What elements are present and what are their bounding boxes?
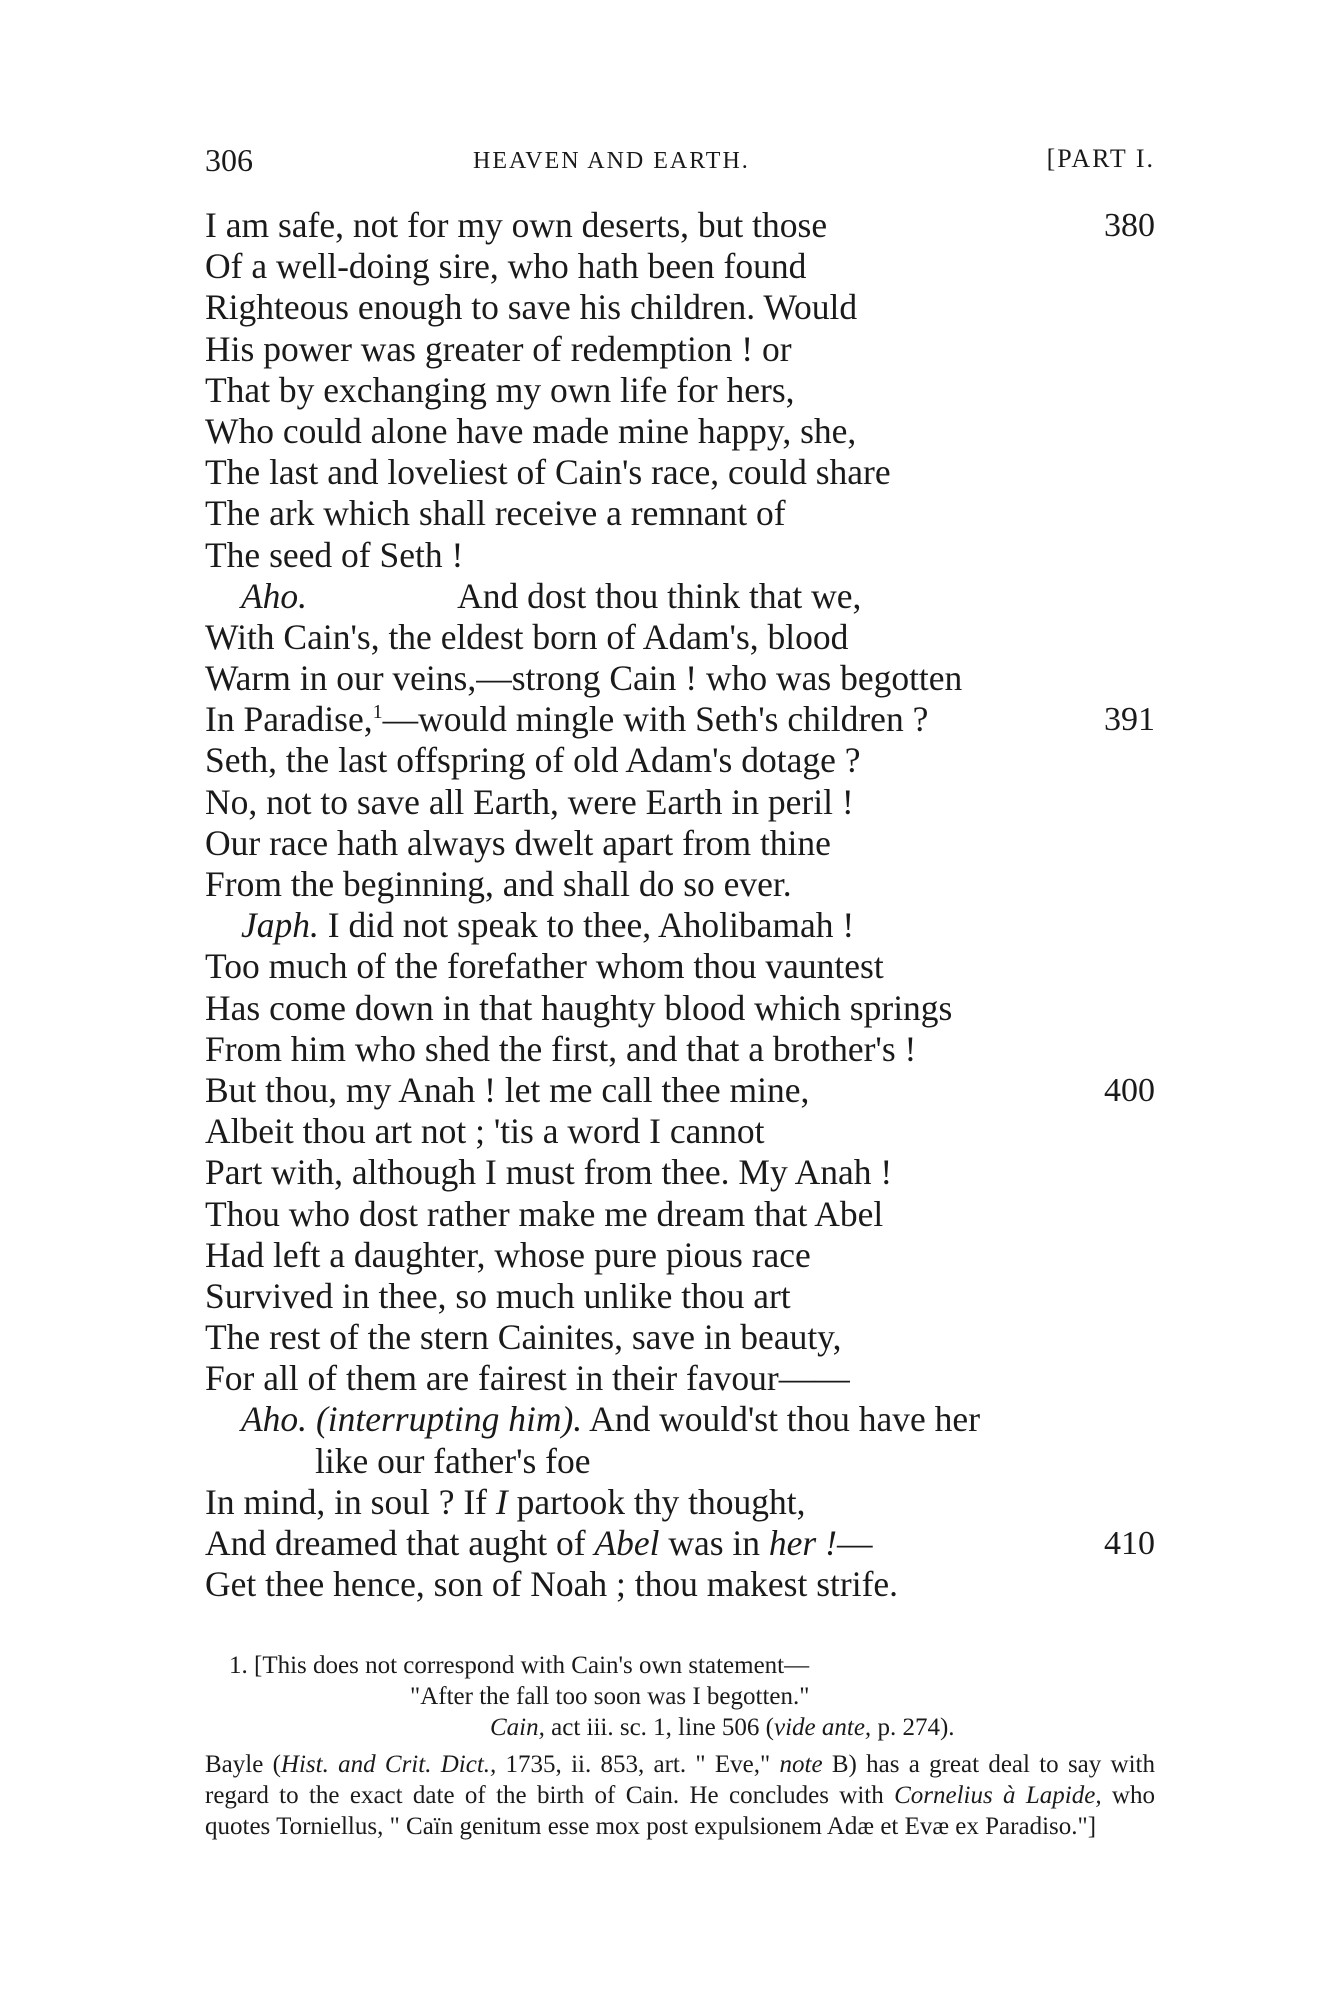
citation-page: p. 274). <box>871 1714 955 1741</box>
line-text: Warm in our veins,—strong Cain ! who was begotten <box>205 658 963 699</box>
footnote <box>205 1650 1155 1842</box>
line-text: The seed of Seth ! <box>205 534 464 575</box>
line-text: The ark which shall receive a remnant of <box>205 493 786 534</box>
verse-line <box>205 617 1155 658</box>
verse-line <box>205 1482 1155 1523</box>
verse-line <box>205 864 1155 905</box>
emphasis: I <box>495 1481 508 1522</box>
line-text: In Paradise, <box>205 699 373 740</box>
footnote-number: 1. <box>229 1652 248 1679</box>
reference-note: note <box>779 1751 823 1778</box>
line-text: Seth, the last offspring of old Adam's dotage ? <box>205 740 861 781</box>
footnote-text: Bayle ( <box>205 1751 281 1778</box>
verse-line <box>205 1111 1155 1152</box>
footnote-text: 1735, ii. 853, art. " Eve," <box>496 1751 780 1778</box>
line-text: Had left a daughter, whose pure pious race <box>205 1234 811 1275</box>
page-number: 306 <box>205 142 253 178</box>
line-number: 400 <box>1104 1071 1155 1109</box>
line-text: Albeit thou art not ; 'tis a word I cannot <box>205 1111 765 1152</box>
line-text: Who could alone have made mine happy, she, <box>205 410 857 451</box>
speaker-name: Aho. <box>241 575 308 616</box>
line-text: From the beginning, and shall do so ever. <box>205 864 792 904</box>
verse-line <box>205 988 1155 1029</box>
part-label: [PART I. <box>1046 144 1155 173</box>
footnote-marker: 1 <box>372 701 383 724</box>
line-text: But thou, my Anah ! let me call thee mine, <box>205 1069 810 1110</box>
line-text: partook thy thought, <box>507 1481 806 1522</box>
line-text: I am safe, not for my own deserts, but those <box>205 205 828 245</box>
verse-line <box>205 1276 1155 1317</box>
verse-line <box>205 246 1155 287</box>
line-text: For all of them are fairest in their favour—— <box>205 1358 850 1399</box>
line-text: Survived in thee, so much unlike thou art <box>205 1275 791 1316</box>
line-number: 391 <box>1104 701 1155 739</box>
verse-line <box>205 493 1155 534</box>
line-text: —would mingle with Seth's children ? <box>382 699 929 740</box>
verse-line <box>205 535 1155 576</box>
verse-block <box>205 205 1155 1605</box>
line-text: From him who shed the first, and that a brother's ! <box>205 1028 917 1069</box>
footnote-text: who quotes Torniellus, " Caïn genitum esse mox post expulsionem Adæ et Evæ ex Paradiso."] <box>205 1782 1155 1840</box>
line-text: And dost thou think that we, <box>457 575 862 616</box>
stage-direction: (interrupting him). <box>315 1399 583 1440</box>
verse-line <box>205 946 1155 987</box>
line-text: was in <box>659 1523 769 1563</box>
verse-line <box>205 1317 1155 1358</box>
footnote-quote: "After the fall too soon was I begotten." <box>410 1683 810 1710</box>
citation-text: act iii. sc. 1, line 506 ( <box>544 1714 774 1741</box>
emphasis: her ! <box>768 1523 837 1563</box>
line-text: Too much of the forefather whom thou vauntest <box>205 946 884 987</box>
verse-line <box>205 287 1155 328</box>
speaker-name: Aho. <box>241 1399 308 1440</box>
line-text: The last and loveliest of Cain's race, could share <box>205 452 891 493</box>
verse-line <box>205 576 1155 617</box>
line-text: Our race hath always dwelt apart from thine <box>205 822 831 863</box>
line-text: — <box>836 1523 873 1563</box>
line-text: In mind, in soul ? If <box>205 1481 496 1522</box>
line-text: The rest of the stern Cainites, save in beauty, <box>205 1317 842 1358</box>
verse-line <box>205 905 1155 946</box>
line-text: No, not to save all Earth, were Earth in peril ! <box>205 781 854 822</box>
line-text: Has come down in that haughty blood which springs <box>205 987 953 1028</box>
verse-line <box>205 329 1155 370</box>
verse-line <box>205 740 1155 781</box>
speaker-name: Japh. <box>241 905 319 946</box>
footnote-citation <box>205 1712 1155 1743</box>
running-head <box>205 142 1155 182</box>
line-text: Of a well-doing sire, who hath been found <box>205 246 807 287</box>
verse-line <box>205 823 1155 864</box>
line-text: like our father's foe <box>315 1440 591 1481</box>
verse-line <box>205 1441 1155 1482</box>
verse-line <box>205 1399 1155 1440</box>
reference-author: Cornelius à Lapide, <box>894 1782 1102 1809</box>
line-text: Righteous enough to save his children. Would <box>205 287 858 328</box>
line-text: Thou who dost rather make me dream that Abel <box>205 1193 884 1234</box>
verse-line <box>205 452 1155 493</box>
verse-line <box>205 411 1155 452</box>
verse-line <box>205 205 1155 246</box>
line-text: With Cain's, the eldest born of Adam's, blood <box>205 616 849 657</box>
citation-vide: vide ante, <box>774 1714 872 1741</box>
verse-line <box>205 1152 1155 1193</box>
verse-line <box>205 1564 1155 1605</box>
citation-title: Cain, <box>490 1714 545 1741</box>
verse-line <box>205 1194 1155 1235</box>
footnote-text: [This does not correspond with Cain's own statement— <box>254 1652 810 1679</box>
verse-line <box>205 1523 1155 1564</box>
running-title: HEAVEN AND EARTH. <box>473 148 750 174</box>
line-text: Part with, although I must from thee. My Anah ! <box>205 1152 893 1193</box>
line-text: Get thee hence, son of Noah ; thou makest strife. <box>205 1564 899 1605</box>
line-number: 410 <box>1104 1525 1155 1562</box>
line-text: And dreamed that aught of <box>205 1523 595 1563</box>
line-text: His power was greater of redemption ! or <box>205 328 792 369</box>
verse-line <box>205 1070 1155 1111</box>
verse-line <box>205 699 1155 740</box>
verse-line <box>205 1235 1155 1276</box>
footnote-paragraph <box>205 1749 1155 1842</box>
verse-line <box>205 370 1155 411</box>
verse-line <box>205 658 1155 699</box>
line-number: 380 <box>1104 207 1155 244</box>
footnote-text: B) has a great deal to say with regard to the exact date of the birth of Cain. He concludes with <box>205 1751 1155 1809</box>
footnote-intro <box>205 1650 1155 1681</box>
verse-line <box>205 1029 1155 1070</box>
line-text: That by exchanging my own life for hers, <box>205 369 795 410</box>
reference-title: Hist. and Crit. Dict., <box>280 1751 497 1778</box>
line-text: I did not speak to thee, Aholibamah ! <box>327 905 855 946</box>
line-text: And would'st thou have her <box>589 1399 981 1440</box>
verse-line <box>205 1358 1155 1399</box>
emphasis: Abel <box>594 1523 660 1563</box>
verse-line <box>205 782 1155 823</box>
